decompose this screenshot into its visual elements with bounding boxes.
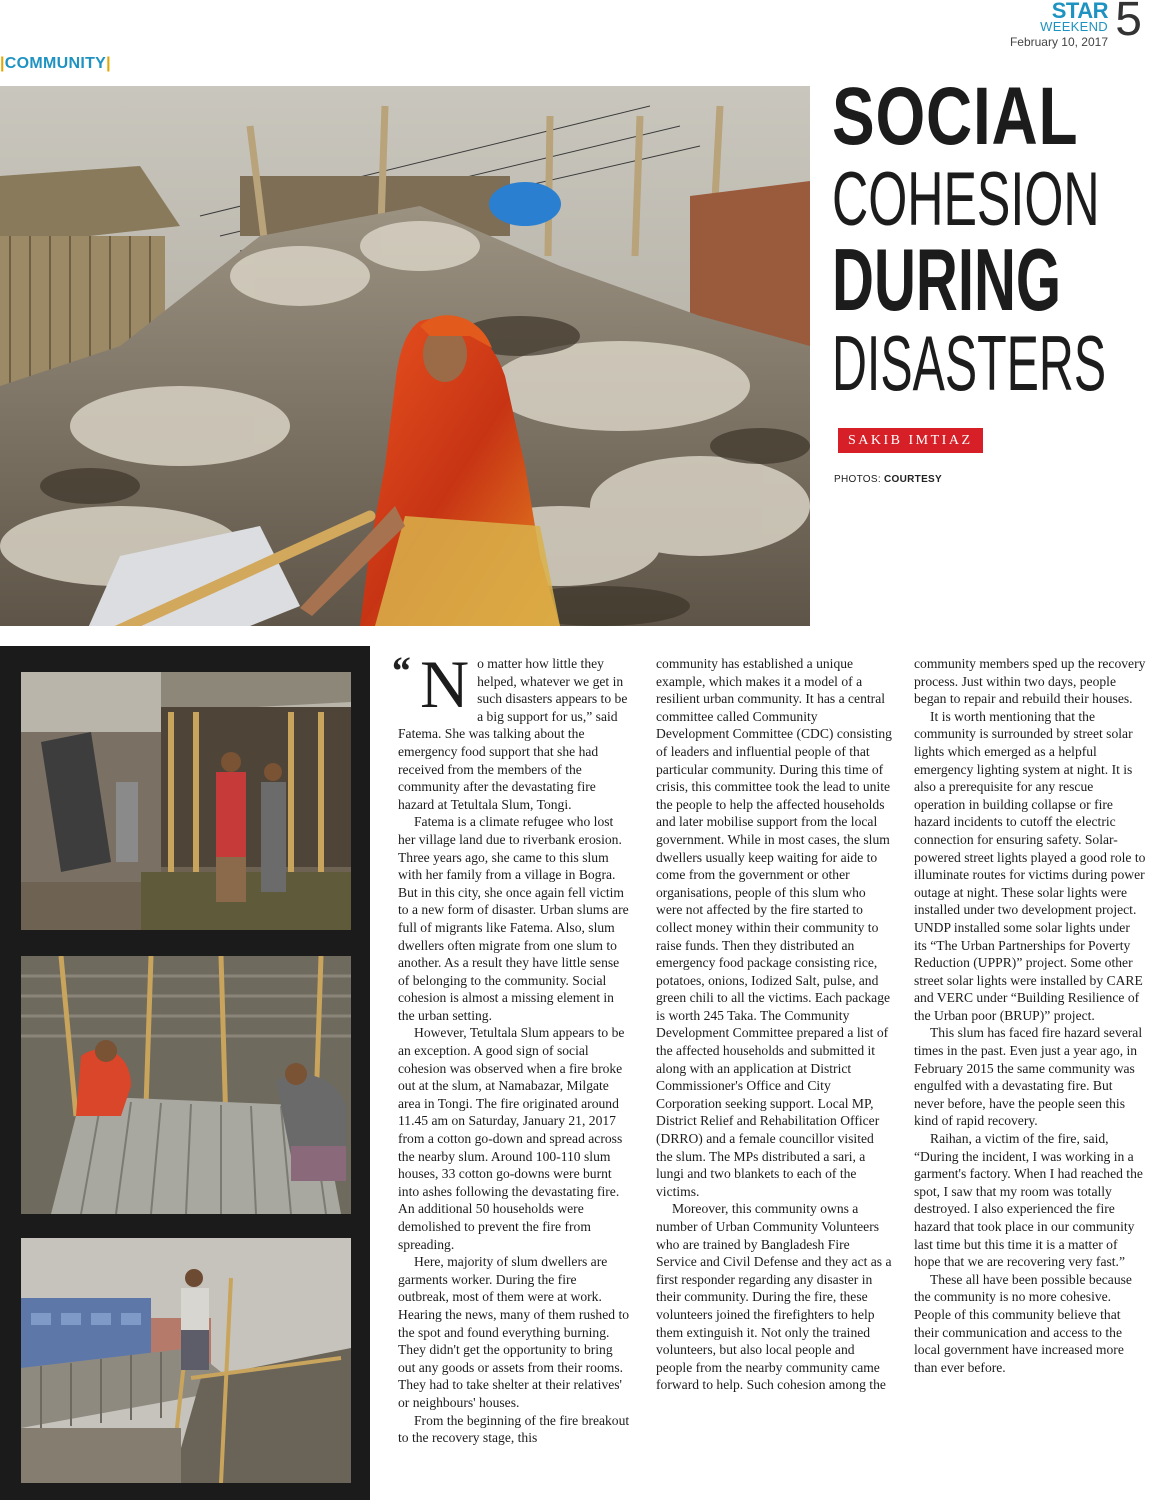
paragraph: From the beginning of the fire breakout to the recovery stage, this <box>398 1412 630 1446</box>
masthead-brand: STAR <box>1051 0 1108 23</box>
paragraph: It is worth mentioning that the community is surrounded by street solar lights which emerged as a helpful emergency lighting system at night. It is also a prerequisite for any rescue operation in building collapse or fire hazard incidents to cutoff the electric connection for ensuring safety. Solar-powered street lights played a good role to illuminate routes for victims during power outage at night. These solar lights were installed under two development project. UNDP installed some solar lights under its “The Urban Partnerships for Poverty Reduction (UPPR)” project. Some other street solar lights were installed by CARE and VERC under “Building Resilience of the Urban poor (BRUP)” project. <box>914 708 1146 1023</box>
byline: SAKIB IMTIAZ <box>838 428 983 453</box>
paragraph: However, Tetultala Slum appears to be an exception. A good sign of social cohesion was observed when a fire broke out at the slum, at Namabazar, Milgate area in Tongi. The fire originated around 11.45 am on Saturday, January 21, 2017 from a cotton go-down and spread across the nearby slum. Around 100-110 slum houses, 33 cotton go-downs were burnt into ashes following the devastating fire. An additional 50 households were demolished to prevent the fire from spreading. <box>398 1025 625 1252</box>
photos-credit-value: COURTESY <box>884 474 942 485</box>
photo-rebuilding-shack <box>21 672 351 930</box>
paragraph: Here, majority of slum dwellers are garments worker. During the fire outbreak, most of them were at work. Hearing the news, many of them rushed to the spot and found everything burning. They didn't get the opportunity to bring out any goods or assets from their rooms. They had to take shelter at their relatives' or neighbours' houses. <box>398 1254 630 1410</box>
section-tag <box>0 55 111 73</box>
page-number: 5 <box>1115 0 1142 46</box>
drop-cap: N <box>420 646 470 722</box>
photo-roof-repair-illustration <box>21 1238 351 1483</box>
photo-strip <box>0 646 370 1500</box>
paragraph: Raihan, a victim of the fire, said, “During the incident, I was working in a garment's factory. When I had reached the spot, I saw that my room was totally destroyed. I also experienced the fire hazard that took place in our community last time but this time it is a matter of hope that we are recovering very fast.” <box>914 1131 1143 1270</box>
headline-line-2: COHESION <box>832 157 1100 242</box>
headline <box>832 71 1150 407</box>
photo-rebuilding-shack-illustration <box>21 672 351 930</box>
article-column-2 <box>656 655 892 1394</box>
masthead-date: February 10, 2017 <box>1009 35 1108 49</box>
photos-credit-label: PHOTOS: <box>834 474 881 485</box>
paragraph: This slum has faced fire hazard several times in the past. Even just a year ago, in February 2015 the same community was engulfed with a devastating fire. But never before, have the people seen this kind of rapid recovery. <box>914 1025 1143 1129</box>
paragraph: community members sped up the recovery process. Just within two days, people began to repair and rebuild their houses. <box>914 656 1146 707</box>
hero-photo-illustration <box>0 86 810 626</box>
headline-line-1: SOCIAL <box>832 71 1079 162</box>
photos-credit <box>834 474 942 485</box>
photo-roof-repair <box>21 1238 351 1483</box>
masthead <box>982 0 1142 52</box>
masthead-edition: WEEKEND <box>1040 19 1108 34</box>
photo-tin-sheet-repair-illustration <box>21 956 351 1214</box>
paragraph: These all have been possible because the community is no more cohesive. People of this community believe that their communication and access to the local government have increased more than ever before. <box>914 1271 1132 1375</box>
photo-tin-sheet-repair <box>21 956 351 1214</box>
paragraph: Fatema is a climate refugee who lost her village land due to riverbank erosion. Three years ago, she came to this slum with her family from a village in Bogra. But in this city, she once again fell victim to a new form of disaster. Urban slums are full of migrants like Fatema. Also, slum dwellers often migrate from one slum to another. As a result they have little sense of belonging to the community. Social cohesion is almost a missing element in the urban setting. <box>398 814 629 1023</box>
article-column-1 <box>390 646 630 1447</box>
paragraph: community has established a unique example, which makes it a model of a resilient urban community. It has a central committee called Community Development Committee (CDC) consisting of leaders and influential people of that particular community. During this time of crisis, this committee took the lead to unite the people to help the affected households and later mobilise support from the local government. While in most cases, the slum dwellers usually keep waiting for aide to come from the government or other organisations, people of this slum who were not affected by the fire started to collect money within their community to raise funds. Then they distributed an emergency food package consisting rice, potatoes, onions, Iodized Salt, pulse, and green chili to all the victims. Each package is worth 245 Taka. The Community Development Committee prepared a list of the affected households and submitted it along with an application at District Commissioner's Office and City Corporation seeking support. Local MP, District Relief and Rehabilitation Officer (DRRO) and a female councillor visited the slum. The MPs distributed a sari, a lungi and two blankets to each of the victims. <box>656 656 892 1199</box>
lead-quote-mark: “ <box>390 648 410 693</box>
paragraph-lead: o matter how little they helped, whatever we get in such disasters appears to be a big support for us,” said Fatema. She was talking about the emergency food support that she had received from the members of the community after the devastating fire hazard at Tetultala Slum, Tongi. <box>398 656 628 812</box>
headline-line-4: DISASTERS <box>832 319 1107 407</box>
hero-photo <box>0 86 810 626</box>
paragraph: Moreover, this community owns a number of Urban Community Volunteers who are trained by Bangladesh Fire Service and Civil Defense and they act as a first responder regarding any disaster in their community. During the fire, these volunteers joined the firefighters to help them extinguish it. Not only the trained volunteers, but also local people and people from the nearby community came forward to help. Such cohesion among the <box>656 1201 892 1393</box>
article-lead <box>390 646 630 813</box>
section-tag-bar-right: | <box>106 55 111 72</box>
section-tag-bar-left: | <box>0 55 5 72</box>
article-column-3 <box>914 655 1146 1376</box>
headline-line-3: DURING <box>832 230 1062 329</box>
section-tag-label: COMMUNITY <box>4 55 107 72</box>
